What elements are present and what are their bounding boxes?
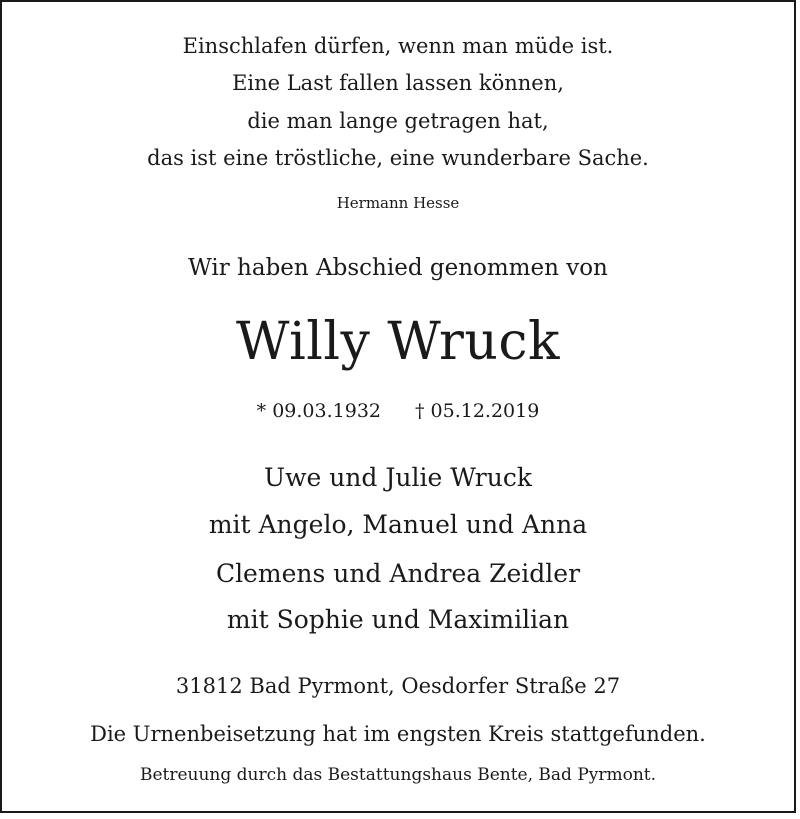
poem-line-4: das ist eine tröstliche, eine wunderbare Sache.	[147, 146, 649, 170]
family-line-4: mit Sophie und Maximilian	[226, 605, 570, 634]
deceased-name: Willy Wruck	[236, 312, 560, 372]
death-date: † 05.12.2019	[415, 400, 540, 422]
family-address: 31812 Bad Pyrmont, Oesdorfer Straße 27	[175, 674, 621, 698]
farewell-intro: Wir haben Abschied genommen von	[188, 255, 608, 281]
poem-line-3: die man lange getragen hat,	[247, 109, 549, 133]
undertaker-note: Betreuung durch das Bestattungshaus Bente, Bad Pyrmont.	[139, 765, 657, 785]
family-line-3: Clemens und Andrea Zeidler	[215, 559, 581, 588]
poem-line-2: Eine Last fallen lassen können,	[232, 71, 564, 95]
burial-note: Die Urnenbeisetzung hat im engsten Kreis stattgefunden.	[90, 722, 706, 746]
poem-author: Hermann Hesse	[336, 194, 460, 212]
poem-line-1: Einschlafen dürfen, wenn man müde ist.	[182, 34, 614, 58]
family-line-1: Uwe und Julie Wruck	[264, 463, 532, 492]
family-line-2: mit Angelo, Manuel und Anna	[208, 510, 588, 539]
birth-date: * 09.03.1932	[256, 400, 381, 422]
life-dates	[2, 400, 794, 422]
